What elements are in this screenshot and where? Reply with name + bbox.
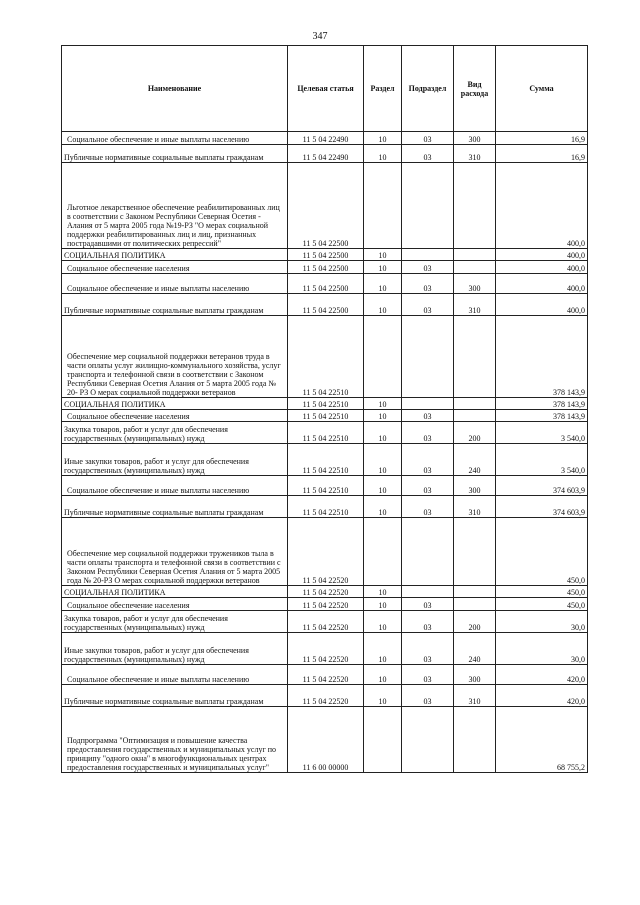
table-row <box>62 145 588 163</box>
row-expense-type: 300 <box>454 476 496 496</box>
row-target: 11 5 04 22510 <box>288 476 364 496</box>
row-name: Публичные нормативные социальные выплаты гражданам <box>62 145 288 163</box>
row-amount: 30,0 <box>496 633 588 665</box>
row-name: Льготное лекарственное обеспечение реабилитированных лиц в соответствии с Законом Республики Северная Осетия - Алания от 5 марта 2005 года №19-РЗ "О мерах социальной поддержки реабилитированных лиц и лиц, признанных пострадавшими от политических репрессий" <box>62 163 288 249</box>
row-subsection: 03 <box>402 476 454 496</box>
row-target: 11 5 04 22510 <box>288 410 364 422</box>
row-subsection: 03 <box>402 444 454 476</box>
table-row <box>62 410 588 422</box>
row-amount: 400,0 <box>496 163 588 249</box>
row-target: 11 5 04 22500 <box>288 294 364 316</box>
header-subsection: Подраздел <box>402 46 454 132</box>
row-section: 10 <box>364 685 402 707</box>
row-expense-type <box>454 261 496 274</box>
row-amount: 420,0 <box>496 665 588 685</box>
row-name: СОЦИАЛЬНАЯ ПОЛИТИКА <box>62 586 288 598</box>
row-subsection: 03 <box>402 665 454 685</box>
table-row <box>62 163 588 249</box>
table-row <box>62 586 588 598</box>
row-section: 10 <box>364 496 402 518</box>
row-target: 11 5 04 22520 <box>288 685 364 707</box>
row-expense-type <box>454 398 496 410</box>
row-section <box>364 707 402 773</box>
row-target: 11 5 04 22520 <box>288 586 364 598</box>
row-amount: 3 540,0 <box>496 422 588 444</box>
row-subsection: 03 <box>402 261 454 274</box>
table-row <box>62 422 588 444</box>
row-expense-type: 300 <box>454 665 496 685</box>
row-amount: 400,0 <box>496 249 588 261</box>
row-subsection: 03 <box>402 294 454 316</box>
row-expense-type <box>454 586 496 598</box>
row-target: 11 5 04 22510 <box>288 316 364 398</box>
header-row <box>62 46 588 132</box>
row-expense-type <box>454 518 496 586</box>
row-subsection: 03 <box>402 633 454 665</box>
row-name: Обеспечение мер социальной поддержки тружеников тыла в части оплаты транспорта и телефонной связи в соответствии с Законом Республики Северная Осетия Алания от 5 марта 2005 года № 20-РЗ О мерах социальной поддержки ветеранов <box>62 518 288 586</box>
row-target: 11 5 04 22510 <box>288 444 364 476</box>
table-row <box>62 249 588 261</box>
row-section: 10 <box>364 274 402 294</box>
row-amount: 400,0 <box>496 294 588 316</box>
row-subsection: 03 <box>402 685 454 707</box>
row-subsection: 03 <box>402 132 454 145</box>
row-subsection <box>402 398 454 410</box>
row-target: 11 5 04 22520 <box>288 518 364 586</box>
row-expense-type <box>454 598 496 611</box>
row-name: Социальное обеспечение и иные выплаты населению <box>62 274 288 294</box>
row-name: Закупка товаров, работ и услуг для обеспечения государственных (муниципальных) нужд <box>62 611 288 633</box>
row-name: Иные закупки товаров, работ и услуг для обеспечения государственных (муниципальных) нужд <box>62 444 288 476</box>
row-target: 11 5 04 22500 <box>288 163 364 249</box>
row-expense-type: 310 <box>454 294 496 316</box>
row-section: 10 <box>364 598 402 611</box>
row-amount: 68 755,2 <box>496 707 588 773</box>
row-target: 11 5 04 22500 <box>288 249 364 261</box>
row-target: 11 5 04 22510 <box>288 398 364 410</box>
row-name: Социальное обеспечение населения <box>62 261 288 274</box>
row-section: 10 <box>364 665 402 685</box>
row-name: Социальное обеспечение населения <box>62 598 288 611</box>
row-section: 10 <box>364 294 402 316</box>
row-subsection: 03 <box>402 145 454 163</box>
header-target: Целевая статья <box>288 46 364 132</box>
table-body <box>62 132 588 773</box>
row-name: Социальное обеспечение и иные выплаты населению <box>62 132 288 145</box>
row-section: 10 <box>364 398 402 410</box>
row-target: 11 5 04 22510 <box>288 422 364 444</box>
row-target: 11 5 04 22490 <box>288 132 364 145</box>
row-target: 11 5 04 22490 <box>288 145 364 163</box>
row-target: 11 5 04 22520 <box>288 633 364 665</box>
table-row <box>62 611 588 633</box>
row-amount: 30,0 <box>496 611 588 633</box>
header-section: Раздел <box>364 46 402 132</box>
table-row <box>62 496 588 518</box>
row-amount: 450,0 <box>496 598 588 611</box>
row-amount: 378 143,9 <box>496 316 588 398</box>
table-row <box>62 707 588 773</box>
row-amount: 450,0 <box>496 518 588 586</box>
row-section <box>364 163 402 249</box>
row-name: Обеспечение мер социальной поддержки ветеранов труда в части оплаты услуг жилищно-коммунального хозяйства, услуг транспорта и телефонной связи в соответствии с Законом Республики Северная Осетия Алания от 5 марта 2005 года № 20- РЗ О мерах социальной поддержки ветеранов <box>62 316 288 398</box>
row-section: 10 <box>364 261 402 274</box>
row-name: СОЦИАЛЬНАЯ ПОЛИТИКА <box>62 249 288 261</box>
row-amount: 400,0 <box>496 261 588 274</box>
row-name: Публичные нормативные социальные выплаты гражданам <box>62 496 288 518</box>
row-amount: 16,9 <box>496 145 588 163</box>
header-amount: Сумма <box>496 46 588 132</box>
table-row <box>62 294 588 316</box>
row-section: 10 <box>364 444 402 476</box>
page-number: 347 <box>312 31 328 42</box>
table-row <box>62 598 588 611</box>
row-expense-type: 310 <box>454 145 496 163</box>
row-target: 11 5 04 22500 <box>288 274 364 294</box>
row-subsection <box>402 316 454 398</box>
row-section <box>364 518 402 586</box>
row-amount: 378 143,9 <box>496 410 588 422</box>
table-row <box>62 518 588 586</box>
row-amount: 400,0 <box>496 274 588 294</box>
row-expense-type: 200 <box>454 422 496 444</box>
header-expense-type: Вид расхода <box>454 46 496 132</box>
row-subsection: 03 <box>402 274 454 294</box>
row-section: 10 <box>364 132 402 145</box>
row-section: 10 <box>364 249 402 261</box>
row-expense-type: 300 <box>454 132 496 145</box>
row-section <box>364 316 402 398</box>
row-name: Социальное обеспечение населения <box>62 410 288 422</box>
row-name: Социальное обеспечение и иные выплаты населению <box>62 665 288 685</box>
row-name: Публичные нормативные социальные выплаты гражданам <box>62 294 288 316</box>
row-name: Публичные нормативные социальные выплаты гражданам <box>62 685 288 707</box>
row-expense-type: 200 <box>454 611 496 633</box>
row-name: Подпрограмма "Оптимизация и повышение качества предоставления государственных и муниципальных услуг по принципу "одного окна" в многофункциональных центрах предоставления государственных и муниципальных услуг" <box>62 707 288 773</box>
row-section: 10 <box>364 410 402 422</box>
row-subsection: 03 <box>402 422 454 444</box>
row-subsection: 03 <box>402 598 454 611</box>
table-row <box>62 685 588 707</box>
table-row <box>62 261 588 274</box>
row-expense-type: 300 <box>454 274 496 294</box>
row-name: Закупка товаров, работ и услуг для обеспечения государственных (муниципальных) нужд <box>62 422 288 444</box>
table-row <box>62 316 588 398</box>
row-expense-type: 240 <box>454 444 496 476</box>
row-section: 10 <box>364 586 402 598</box>
budget-table <box>61 45 588 773</box>
row-name: Иные закупки товаров, работ и услуг для обеспечения государственных (муниципальных) нужд <box>62 633 288 665</box>
row-subsection <box>402 249 454 261</box>
row-expense-type <box>454 707 496 773</box>
row-expense-type <box>454 163 496 249</box>
row-amount: 450,0 <box>496 586 588 598</box>
row-amount: 3 540,0 <box>496 444 588 476</box>
row-subsection: 03 <box>402 410 454 422</box>
row-target: 11 5 04 22500 <box>288 261 364 274</box>
row-expense-type: 310 <box>454 496 496 518</box>
row-expense-type <box>454 316 496 398</box>
row-subsection <box>402 163 454 249</box>
table-row <box>62 132 588 145</box>
table-row <box>62 476 588 496</box>
row-name: СОЦИАЛЬНАЯ ПОЛИТИКА <box>62 398 288 410</box>
row-subsection <box>402 707 454 773</box>
header-name: Наименование <box>62 46 288 132</box>
row-expense-type: 240 <box>454 633 496 665</box>
row-target: 11 5 04 22520 <box>288 611 364 633</box>
row-target: 11 6 00 00000 <box>288 707 364 773</box>
row-amount: 374 603,9 <box>496 476 588 496</box>
row-section: 10 <box>364 422 402 444</box>
row-subsection <box>402 586 454 598</box>
row-amount: 16,9 <box>496 132 588 145</box>
row-amount: 420,0 <box>496 685 588 707</box>
row-target: 11 5 04 22520 <box>288 598 364 611</box>
row-amount: 378 143,9 <box>496 398 588 410</box>
table-row <box>62 633 588 665</box>
row-section: 10 <box>364 476 402 496</box>
row-section: 10 <box>364 633 402 665</box>
row-section: 10 <box>364 145 402 163</box>
row-subsection <box>402 518 454 586</box>
row-amount: 374 603,9 <box>496 496 588 518</box>
table-row <box>62 274 588 294</box>
row-expense-type <box>454 410 496 422</box>
row-target: 11 5 04 22520 <box>288 665 364 685</box>
row-subsection: 03 <box>402 611 454 633</box>
table-row <box>62 398 588 410</box>
table-row <box>62 665 588 685</box>
row-section: 10 <box>364 611 402 633</box>
row-target: 11 5 04 22510 <box>288 496 364 518</box>
row-expense-type: 310 <box>454 685 496 707</box>
table-row <box>62 444 588 476</box>
row-expense-type <box>454 249 496 261</box>
row-subsection: 03 <box>402 496 454 518</box>
row-name: Социальное обеспечение и иные выплаты населению <box>62 476 288 496</box>
